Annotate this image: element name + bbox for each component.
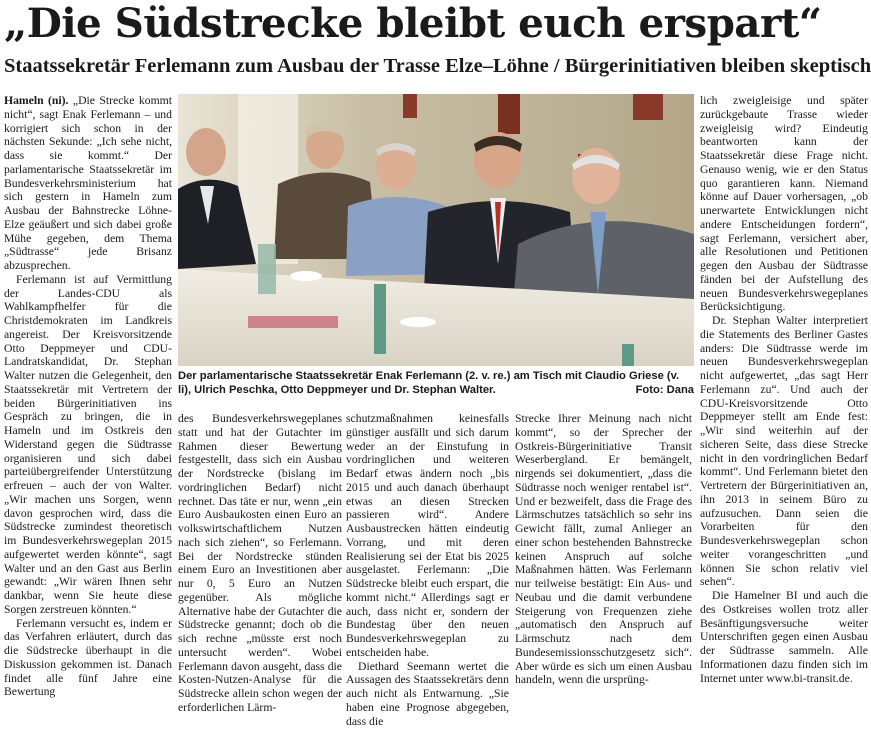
paragraph: Ferlemann ist auf Vermittlung der Landes-CDU als Wahlkampfhelfer für die Christdemokraten im Landkreis angereist. Der Kreisvorsitzende Otto Deppmeyer und CDU-Landratskandidat, Dr. Stephan Walter nutzen die Gelegenheit, den Staatssekretär mit Vertretern der beiden Bürgerinitiativen ins Gespräch zu bringen, die in Hameln und im Ostkreis den Widerstand gegen die Südtrasse organisieren und sich dabei parteiübergreifender Unterstützung erfreuen – auch der von Walter. „Wir machen uns Sorgen, wenn davon gesprochen wird, dass die Südstrecke zumindest theoretisch im Bundesverkehrswegeplan 2015 aufgewertet werden könnte“, sagt Walter und an den Gast aus Berlin gewandt: „Wir wären Ihnen sehr dankbar, wenn Sie heute diese Sorgen zerstreuen könnten.“ xyxy=(4,272,172,616)
article-column-4 xyxy=(515,412,692,732)
article-column-3 xyxy=(346,412,509,732)
paragraph: Diethard Seemann wertet die Aussagen des Staatssekretärs denn auch nicht als Entwarnung. „Sie haben eine Prognose abgegeben, dass die xyxy=(346,659,509,728)
paragraph: Dr. Stephan Walter interpretiert die Statements des Berliner Gastes anders: Die Südtrasse werde im neuen Bundesverkehrswegeplan nicht aufgewertet, „das sagt Herr Ferlemann zu“. Und auch der CDU-Kreisvorsitzende Otto Deppmeyer stellt am Ende fest: „Wir sind weiterhin auf der sicheren Seite, dass diese Strecke nicht in den vordringlichen Bedarf kommt“. Und Ferlemann bietet den Vertretern der Bürgerinitiativen an, ihn 2013 in seinem Büro zu aufzusuchen. Dann seien die Vorarbeiten für den Bundesverkehrswegeplan schon weiter vorangeschritten „und können Sie schon relativ viel sehen“. xyxy=(700,314,868,589)
paragraph: schutzmaßnahmen keinesfalls günstiger ausfällt und sich darum weder an der Einstufung in vordringlichen und weiteren Bedarf etwas ändern noch „bis 2015 und auch danach überhaupt etwas an diesen Strecken passieren wird“. Andere Ausbaustrecken hätten eindeutig Vorrang, und mit deren Realisierung sei der Etat bis 2025 ausgelastet. Ferlemann: „Die Südstrecke bleibt euch erspart, die kommt nicht.“ Allerdings sagt er auch, dass nicht er, sondern der Bundestag über den neuen Bundesverkehrswegeplan zu entscheiden habe. xyxy=(346,412,509,659)
headline: „Die Südstrecke bleibt euch erspart“ xyxy=(4,0,822,47)
article-column-5 xyxy=(700,94,868,732)
paragraph: Ferlemann versucht es, indem er das Verfahren erläutert, durch das die Südstrecke überhaupt in die Diskussion gekommen ist. Danach findet alle fünf Jahre eine Bewertung xyxy=(4,616,172,699)
article-column-2 xyxy=(178,412,342,732)
photo-credit: Foto: Dana xyxy=(635,383,694,396)
paragraph: Die Hamelner BI und auch die des Ostkreises wollen trotz aller Besänftigungsversuche weiter Unterschriften gegen einen Ausbau der Südtrasse sammeln. Alle Informationen dazu finden sich im Internet unter www.bi-transit.de. xyxy=(700,589,868,685)
article-column-1 xyxy=(4,94,172,732)
news-photo xyxy=(178,94,694,366)
paragraph: Strecke Ihrer Meinung nach nicht kommt“, so der Sprecher der Ostkreis-Bürgerinitiative Transit Weserbergland. Er bemängelt, nirgends sei dokumentiert, „dass die Südtrasse noch weniger rentabel ist“. Und er bezweifelt, dass die Frage des Lärmschutzes tatsächlich so sehr ins Gewicht fällt, zumal Anlieger an einer schon bestehenden Bahnstrecke keinen Anspruch auf solche Maßnahmen hätten. Was Ferlemann nur teilweise bestätigt: Ein Aus- und Neubau und die damit verbundene Steigerung von Frequenzen ziehe „automatisch den Anspruch auf Lärmschutz nach dem Bundesemissionsschutzgesetz sich“. Aber würde es sich um einen Ausbau handeln, wenn die ursprüng- xyxy=(515,412,692,687)
dateline: Hameln (ni). xyxy=(4,94,69,107)
photo-caption xyxy=(178,370,694,397)
caption-text: Der parlamentarische Staatssekretär Enak Ferlemann (2. v. re.) am Tisch mit Claudio Griese (v. li), Ulrich Peschka, Otto Deppmeyer und Dr. Stephan Walter. xyxy=(178,370,680,396)
paragraph xyxy=(4,94,172,273)
meeting-photo-illustration xyxy=(178,94,694,366)
paragraph: lich zweigleisige und später zurückgebaute Trasse wieder zweigleisig wird? Eindeutig beantworten kann der Staatssekretär diese Frage nicht. Genauso wenig, wie er den Status quo garantieren kann. Niemand könne auf Dauer vorhersagen, „ob unerwartete Entwicklungen nicht andere Entscheidungen fordern“, sagt Ferlemann, versichert aber, alle Resolutionen und Petitionen gegen den Ausbau der Südtrasse fänden bei der Aufstellung des neuen Bundesverkehrswegeplanes Berücksichtigung. xyxy=(700,94,868,314)
subheadline: Staatssekretär Ferlemann zum Ausbau der Trasse Elze–Löhne / Bürgerinitiativen bleiben skeptisch xyxy=(4,55,871,77)
paragraph-text: „Die Strecke kommt nicht“, sagt Enak Ferlemann – und korrigiert sich schon in der nächsten Sekunde: „Ich sehe nicht, dass sie kommt.“ Der parlamentarische Staatssekretär im Bundesverkehrsministerium hat sich gestern in Hameln zum Ausbau der Bahnstrecke Löhne-Elze geäußert und sich dabei große Mühe gegeben, dem Thema „Südtrasse“ jede Brisanz abzusprechen. xyxy=(4,94,172,272)
paragraph: des Bundesverkehrswegeplanes statt und hat der Gutachter im Rahmen dieser Bewertung festgestellt, dass sich ein Ausbau der Nordstrecke (bislang im vordringlichen Bedarf) nicht rechnet. Das täte er nur, wenn „ein Euro Ausbaukosten einen Euro an volkswirtschaftlichem Nutzen nach sich ziehen“, so Ferlemann. Bei der Nordstrecke stünden einem Euro an Investitionen aber nur 0, 5 Euro an Nutzen gegenüber. Als mögliche Alternative habe der Gutachter die Südstrecke genannt; doch ob die sich rechne „müsste erst noch untersucht werden“. Wobei Ferlemann davon ausgeht, dass die Kosten-Nutzen-Analyse für die Südstrecke allein schon wegen der erforderlichen Lärm- xyxy=(178,412,342,714)
